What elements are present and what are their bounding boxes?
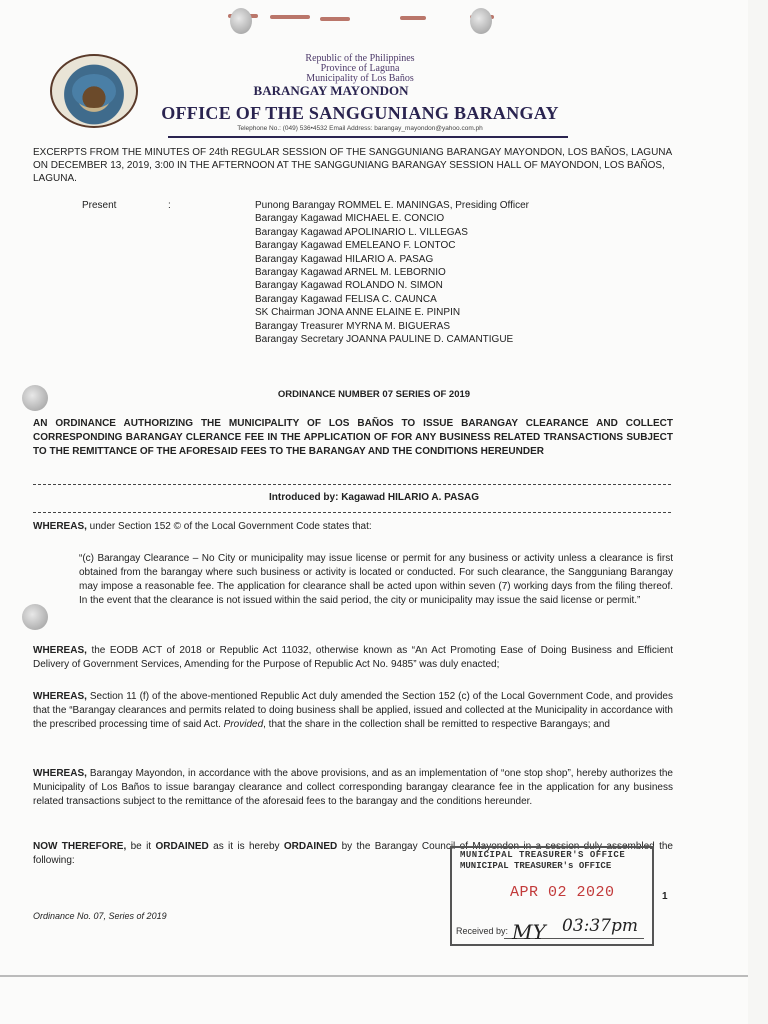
attendee: Barangay Secretary JOANNA PAULINE D. CAMANTIGUE [255,333,514,345]
ordinance-caption: AN ORDINANCE AUTHORIZING THE MUNICIPALITY OF LOS BAÑOS TO ISSUE BARANGAY CLEARANCE AND COLLECT CORRESPONDING BARANGAY CLERANCE FEE IN THE APPLICATION OF FOR ANY BUSINESS RELATED TRANSACTIONS SUBJECT TO THE REMITTANCE OF THE AFORESAID FEES TO THE BARANGAY AND THE CONDITIONS HEREUNDER [33,418,673,457]
letterhead-office: OFFICE OF THE SANGGUNIANG BARANGAY [161,103,559,123]
handwritten-initials: MY [512,920,546,944]
attendee: Barangay Kagawad FELISA C. CAUNCA [255,293,437,305]
attendee: Barangay Kagawad ROLANDO N. SIMON [255,280,443,292]
barangay-seal-logo [50,54,138,128]
tape-stain [320,17,350,21]
ordained-word: ORDAINED [155,841,209,852]
ordained-word: ORDAINED [283,841,338,852]
stamp-received-label: Received by: [456,926,509,936]
now-therefore-text: as it is hereby [208,841,284,852]
code-quotation: “(c) Barangay Clearance – No City or municipality may issue license or permit for any business or activity unless a clearance is first obtained from the barangay where such business or activity is located or conducted. For such clearance, the Sangguniang Barangay may impose a reasonable fee. The application for clearance shall be acted upon within seven (7) working days from the filing thereof. In the event that the clearance is not issued within the said period, the city or municipality may issue the said license or permit.” [79,553,673,606]
whereas-lead: WHEREAS, [33,691,87,702]
whereas-lead: WHEREAS, [33,521,87,532]
letterhead-municipality: Municipality of Los Baños [306,73,414,84]
tape-stain [400,16,426,20]
attendee: Barangay Kagawad APOLINARIO L. VILLEGAS [255,226,468,238]
letterhead-contact: Telephone No.: (049) 536•4532 Email Address: barangay_mayondon@yahoo.com.ph [237,125,483,132]
punch-hole [22,604,48,630]
whereas-text: , that the share in the collection shall be remitted to respective Barangays; and [263,719,610,730]
seal-emblem [72,74,116,108]
attendee: SK Chairman JONA ANNE ELAINE E. PINPIN [255,307,461,319]
attendee: Barangay Kagawad MICHAEL E. CONCIO [255,213,445,225]
footer-reference: Ordinance No. 07, Series of 2019 [33,911,167,921]
received-stamp [450,846,654,946]
attendance-list [255,199,529,346]
whereas-provided: Provided [223,719,264,730]
whereas-lead: WHEREAS, [33,645,87,656]
present-colon: : [168,200,171,211]
now-therefore-text: by the Barangay Council of Mayondon in a session duly assembled the following: [33,841,673,866]
ordinance-number: ORDINANCE NUMBER 07 SERIES OF 2019 [277,389,471,400]
stamp-office-title: MUNICIPAL TREASURER'S OFFICE [460,850,626,860]
introduced-by: Introduced by: Kagawad HILARIO A. PASAG [268,492,479,503]
whereas-paragraph [33,690,673,732]
punch-hole [230,8,252,34]
letterhead-province: Province of Laguna [320,63,400,74]
minutes-excerpt: EXCERPTS FROM THE MINUTES OF 24th REGULAR SESSION OF THE SANGGUNIANG BARANGAY MAYONDON, LOS BAÑOS, LAGUNA ON DECEMBER 13, 2019, 3:00 IN THE AFTERNOON AT THE SANGGUNIANG BARANGAY SESSION HALL OF MAYONDON, LOS BAÑOS, LAGUNA. [33,147,672,184]
attendee: Punong Barangay ROMMEL E. MANINGAS, Presiding Officer [255,200,529,211]
whereas-text: Barangay Mayondon, in accordance with the above provisions, and as an implementation of “one stop shop”, hereby authorizes the Municipality of Los Baños to issue barangay clearance and collect corresponding barangay clearance fee in the application for any business related transactions subject to the remittance of the aforesaid fees to the barangay and the conditions hereunder. [33,768,673,807]
whereas-text: the EODB ACT of 2018 or Republic Act 11032, otherwise known as “An Act Promoting Ease of Doing Business and Efficient Delivery of Government Services, Amending for the Purpose of Republic Act No. 9485” was duly enacted; [33,645,673,670]
punch-hole [470,8,492,34]
whereas-text: Section 11 (f) of the above-mentioned Republic Act duly amended the Section 152 (c) of the Local Government Code, and provides that the “Barangay clearances and permits related to doing business shall be applied, issued and collected at the Municipality in accordance with the prescribed processing time of said Act. [33,691,673,730]
whereas-text: under Section 152 © of the Local Government Code states that: [86,521,372,532]
page-number: 1 [662,891,668,902]
now-therefore-text: be it [126,841,156,852]
tape-stain [270,15,310,19]
stamp-office-subtitle: MUNICIPAL TREASURER's OFFICE [460,861,612,871]
letterhead-barangay: BARANGAY MAYONDON [253,83,409,98]
attendee: Barangay Kagawad HILARIO A. PASAG [255,253,434,265]
attendee: Barangay Kagawad ARNEL M. LEBORNIO [255,266,446,278]
divider [33,512,671,513]
letterhead-rule [168,136,568,138]
whereas-paragraph [33,644,673,672]
attendee: Barangay Treasurer MYRNA M. BIGUERAS [255,320,451,332]
now-therefore-lead: NOW THEREFORE, [33,841,127,852]
letterhead-republic: Republic of the Philippines [305,53,415,64]
handwritten-time: 03:37pm [562,916,638,936]
whereas-paragraph [33,767,673,809]
attendee: Barangay Kagawad EMELEANO F. LONTOC [255,240,456,252]
page-bottom-edge [0,975,748,977]
whereas-paragraph [33,520,673,534]
divider [33,484,671,485]
whereas-lead: WHEREAS, [33,768,87,779]
stamp-date: APR 02 2020 [510,884,615,901]
present-label: Present [82,200,117,211]
